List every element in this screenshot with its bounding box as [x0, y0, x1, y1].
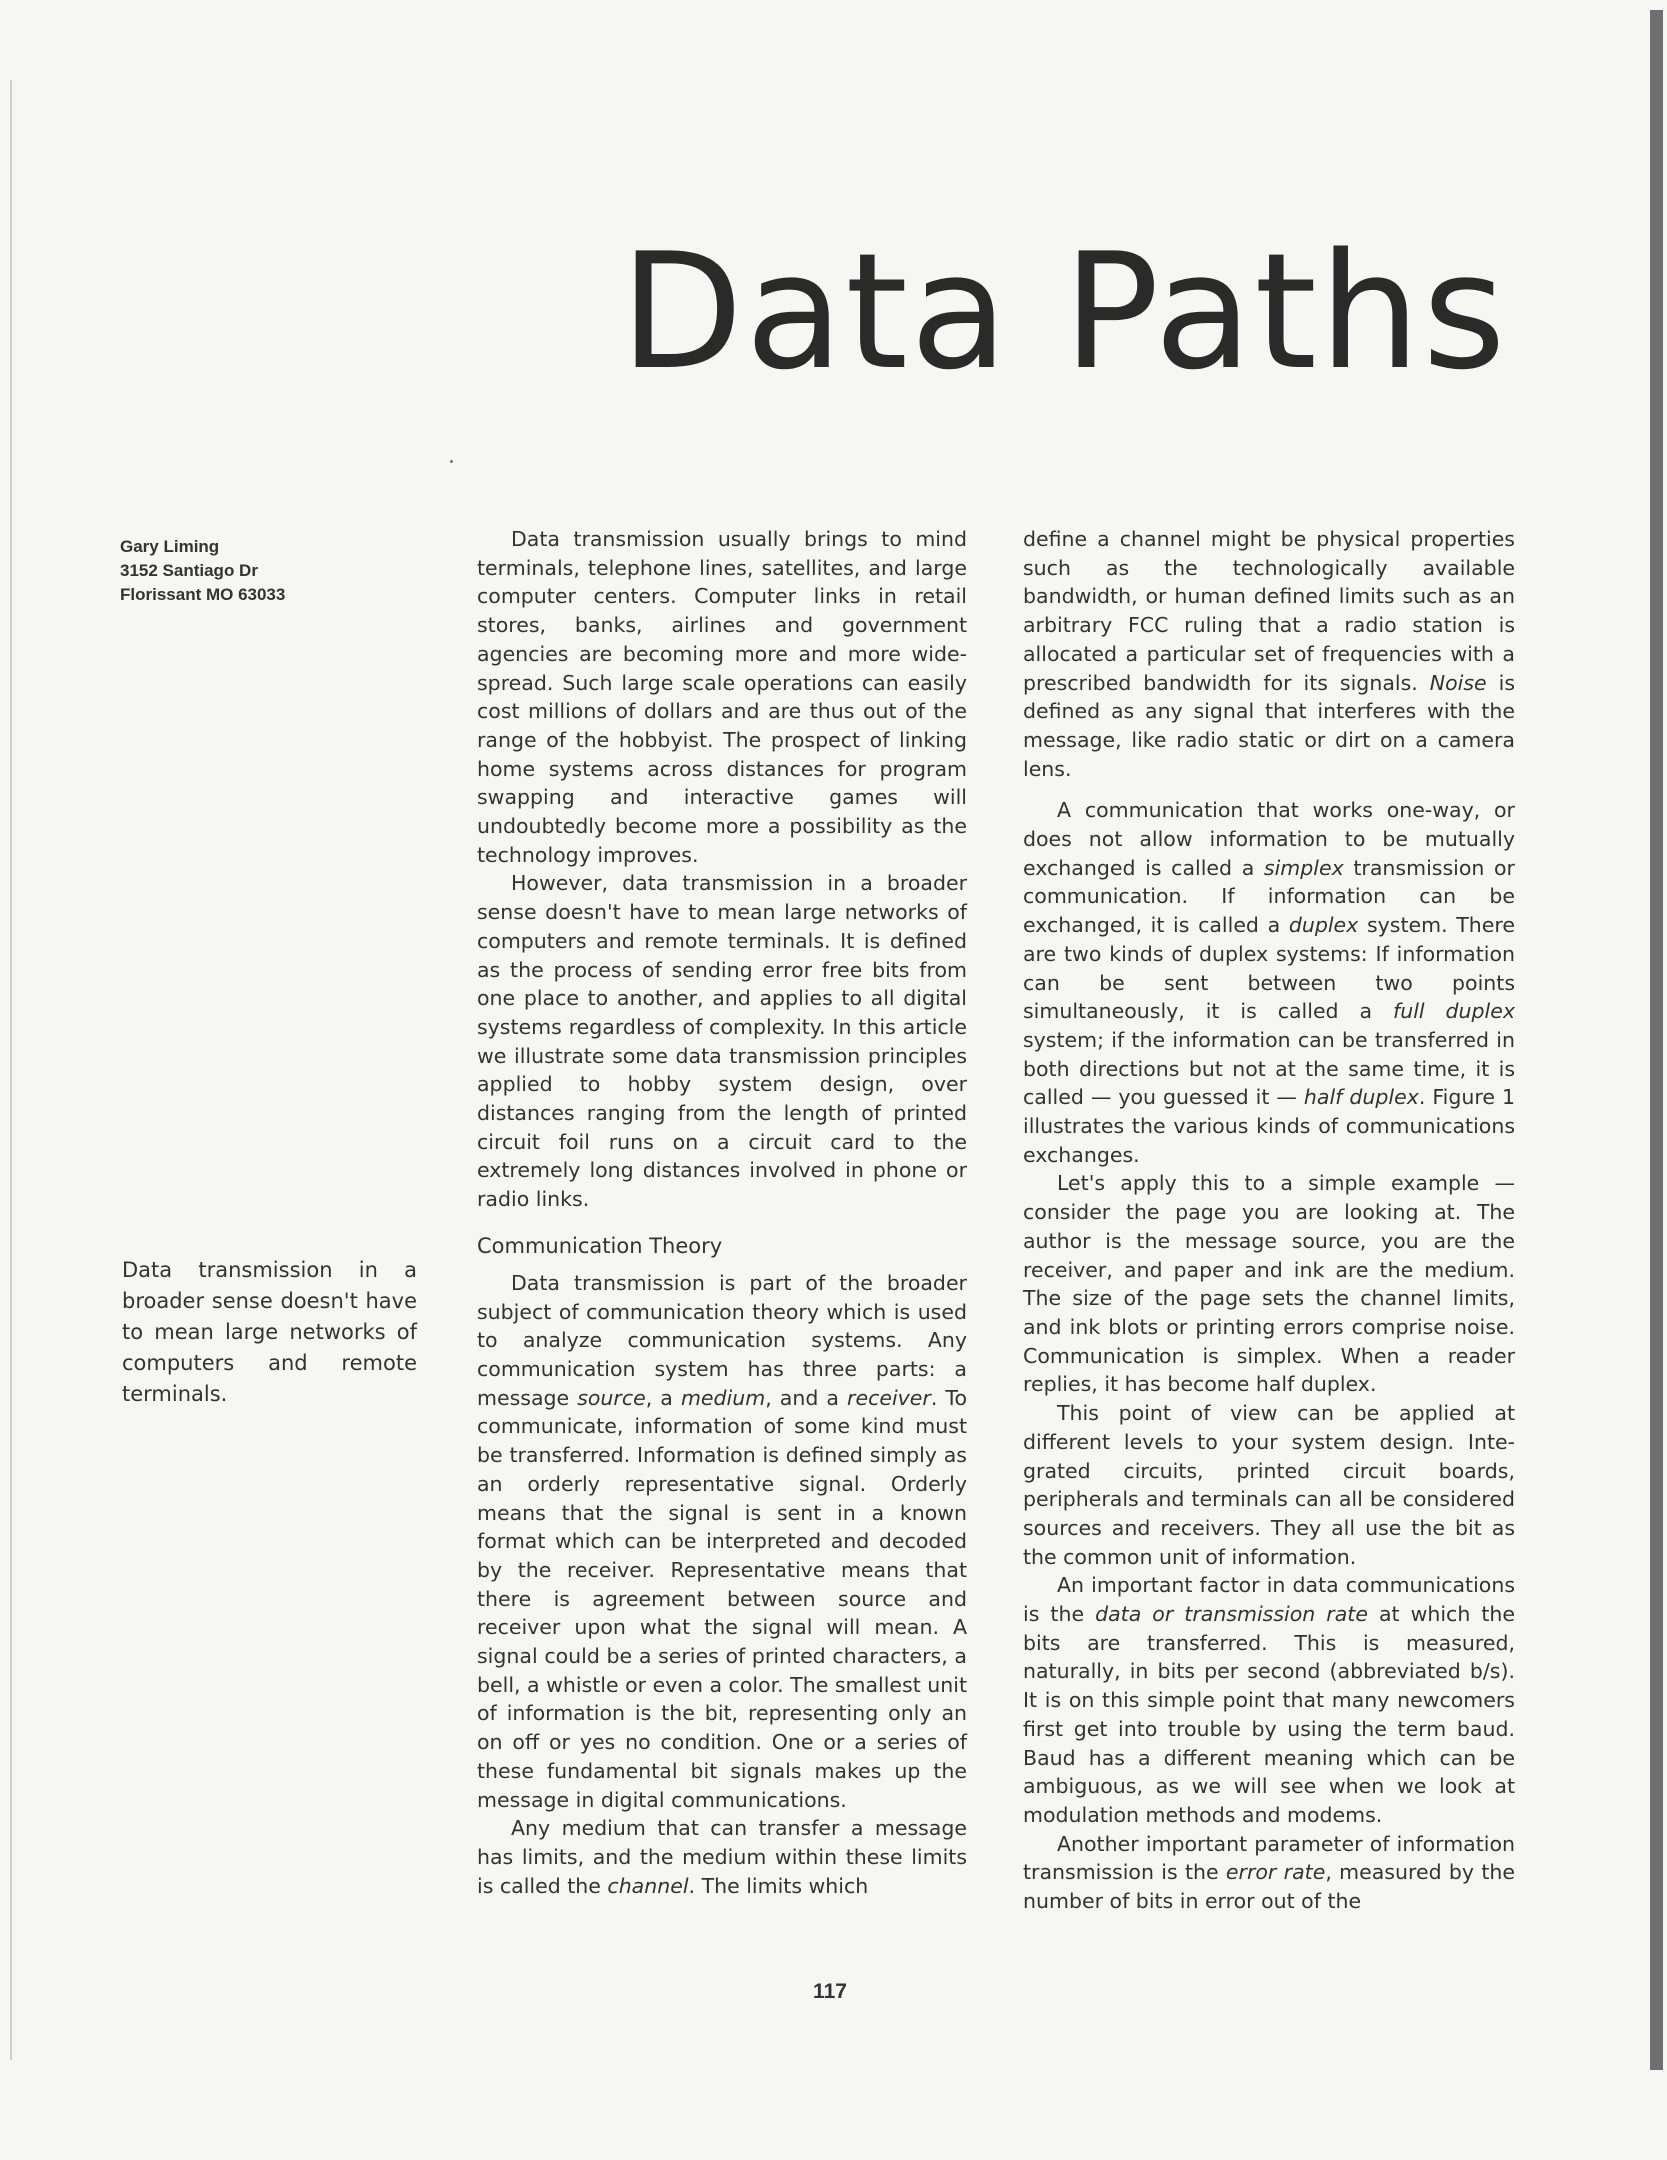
- author-street: 3152 Santiago Dr: [120, 561, 258, 580]
- paragraph: This point of view can be applied at different levels to your system design. Integrated circuits, printed circuit boards, peripherals and terminals can all be considered sources and receivers. They all use the bit as the common unit of information.: [1023, 1401, 1515, 1569]
- section-heading: Communication Theory: [477, 1233, 723, 1258]
- binding-edge: [1650, 10, 1663, 2070]
- author-block: [120, 535, 400, 607]
- page-number: 117: [813, 1980, 847, 2003]
- paragraph: Another important parameter of information transmission is the error rate, measured by the number of bits in error out of the: [1023, 1831, 1515, 1914]
- author-city: Florissant MO 63033: [120, 585, 286, 604]
- paragraph: define a channel might be physical properties such as the technologically available bandwidth, or human defined limits such as an arbitrary FCC ruling that a radio station is allocated a particular set of frequencies with a prescribed bandwidth for its signals. Noise is defined as any signal that interferes with the message, like radio static or dirt on a camera lens.: [1023, 527, 1515, 781]
- paragraph: A communication that works one-way, or does not allow information to be mutually exchanged is called a simplex transmission or communication. If information can be exchanged, it is called a duplex system. There are two kinds of duplex systems: If information can be sent between two points simultaneously, it is called a full duplex system; if the information can be transferred in both directions but not at the same time, it is called — you guessed it — half duplex. Figure 1 illustrates the various kinds of communications exchanges.: [1023, 798, 1515, 1167]
- paragraph: However, data transmission in a broader sense doesn't have to mean large networks of computers and remote terminals. It is defined as the process of sending error free bits from one place to another, and applies to all digital systems regardless of complexity. In this article we illustrate some data transmission principles applied to hobby system design, over distances ranging from the length of printed circuit foil runs on a circuit card to the extremely long distances involved in phone or radio links.: [477, 871, 967, 1212]
- pull-quote: Data transmission in a broader sense doesn't have to mean large networks of computers and remote terminals.: [122, 1258, 417, 1406]
- paragraph: An important factor in data communications is the data or transmission rate at which the bits are transferred. This is measured, naturally, in bits per second (abbreviated b/s). It is on this simple point that many newcomers first get into trouble by using the term baud. Baud has a different meaning which can be ambiguous, as we will see when we look at modulation methods and modems.: [1023, 1573, 1515, 1827]
- paragraph: Let's apply this to a simple example — consider the page you are looking at. The author is the message source, you are the receiver, and paper and ink are the medium. The size of the page sets the channel limits, and ink blots or printing errors comprise noise. Communication is simplex. When a reader replies, it has become half duplex.: [1023, 1171, 1515, 1397]
- author-name: Gary Liming: [120, 537, 220, 556]
- article-title: Data Paths: [620, 218, 1508, 405]
- text-column-2: [1023, 525, 1515, 1916]
- paragraph: Data transmission usually brings to mind terminals, telephone lines, satellites, and large computer centers. Computer links in retail stores, banks, airlines and government agencies are becoming more and more widespread. Such large scale operations can easily cost millions of dollars and are thus out of the range of the hobbyist. The prospect of linking home systems across distances for program swapping and interactive games will undoubtedly become more a possibility as the technology improves.: [477, 527, 967, 867]
- paragraph: Data transmission is part of the broader subject of communication theory which is used to analyze communication systems. Any communication system has three parts: a message source, a medium, and a receiver. To communicate, information of some kind must be transferred. Information is defined simply as an orderly representative signal. Orderly means that the signal is sent in a known format which can be interpreted and decoded by the receiver. Representative means that there is agreement between source and receiver upon what the signal will mean. A signal could be a series of printed characters, a bell, a whistle or even a color. The smallest unit of information is the bit, representing only an on off or yes no condition. One or a series of these fundamental bit signals makes up the message in digital communications.: [477, 1270, 967, 1812]
- text-column-1: [477, 525, 967, 1900]
- page-edge-rule: [10, 80, 12, 2060]
- paragraph: Any medium that can transfer a message has limits, and the medium within these limits is called the channel. The limits which: [477, 1816, 967, 1898]
- print-speck: [450, 460, 453, 463]
